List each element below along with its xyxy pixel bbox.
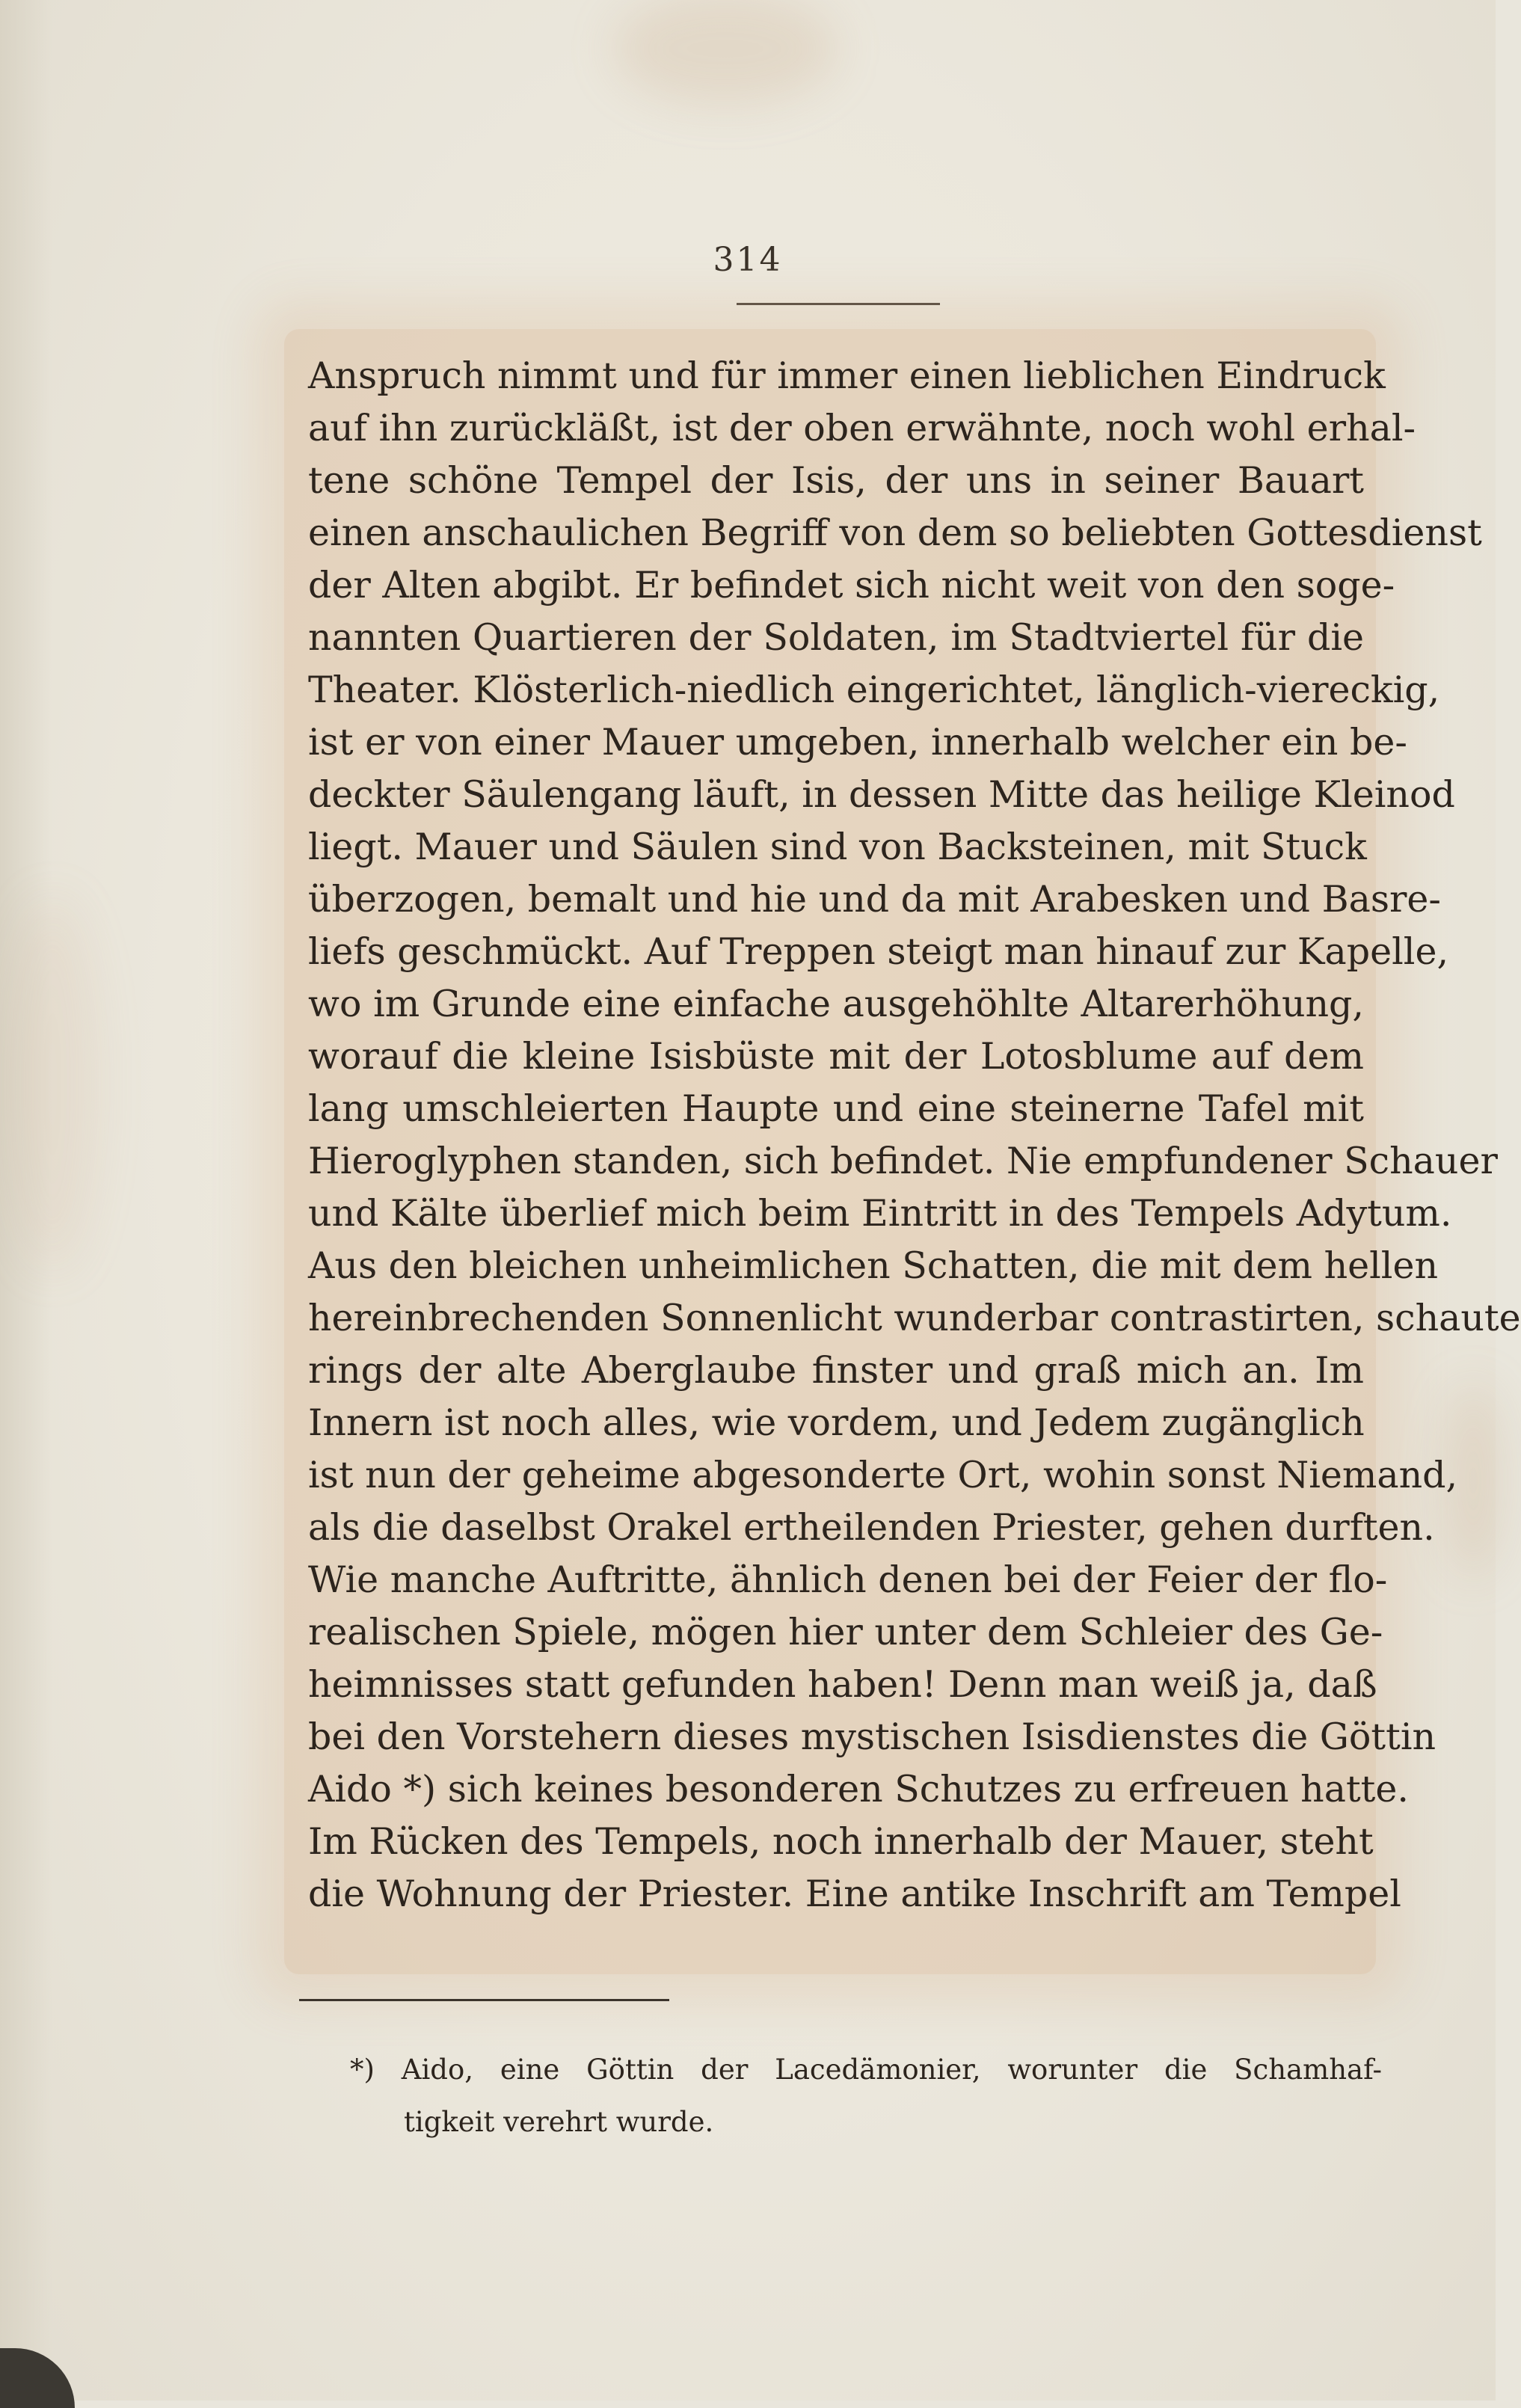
- text-line-24: Wie manche Auftritte, ähnlich denen bei der Feier der flo-: [308, 1558, 1388, 1601]
- text-line-23: als die daselbst Orakel ertheilenden Priester, gehen durften.: [308, 1506, 1435, 1549]
- text-line-3: tene schöne Tempel der Isis, der uns in seiner Bauart: [308, 459, 1364, 502]
- text-line-20: rings der alte Aberglaube finster und graß mich an. Im: [308, 1349, 1364, 1392]
- text-line-9: deckter Säulengang läuft, in dessen Mitte das heilige Kleinod: [308, 773, 1455, 816]
- text-line-22: ist nun der geheime abgesonderte Ort, wohin sonst Niemand,: [308, 1454, 1458, 1496]
- page-number: 314: [713, 241, 783, 279]
- text-line-4: einen anschaulichen Begriff von dem so beliebten Gottesdienst: [308, 512, 1482, 554]
- text-line-21: Innern ist noch alles, wie vordem, und Jedem zugänglich: [308, 1401, 1365, 1444]
- paper-stain-left: [7, 897, 97, 1271]
- text-line-2: auf ihn zurückläßt, ist der oben erwähnte, noch wohl erhal-: [308, 407, 1416, 449]
- paper-stain-top: [613, 0, 838, 105]
- text-line-17: und Kälte überlief mich beim Eintritt in des Tempels Adytum.: [308, 1192, 1452, 1235]
- footnote-line-1: *) Aido, eine Göttin der Lacedämonier, worunter die Schamhaf-: [350, 2054, 1382, 2086]
- text-line-25: realischen Spiele, mögen hier unter dem Schleier des Ge-: [308, 1611, 1383, 1653]
- text-line-8: ist er von einer Mauer umgeben, innerhalb welcher ein be-: [308, 721, 1407, 764]
- text-line-6: nannten Quartieren der Soldaten, im Stadtviertel für die: [308, 616, 1364, 659]
- text-line-27: bei den Vorstehern dieses mystischen Isisdienstes die Göttin: [308, 1716, 1436, 1758]
- text-line-18: Aus den bleichen unheimlichen Schatten, die mit dem hellen: [308, 1244, 1439, 1287]
- text-line-16: Hieroglyphen standen, sich befindet. Nie empfundener Schauer: [308, 1140, 1498, 1182]
- scanner-corner: [0, 2348, 75, 2408]
- text-line-14: worauf die kleine Isisbüste mit der Lotosblume auf dem: [308, 1035, 1364, 1078]
- text-line-13: wo im Grunde eine einfache ausgehöhlte Altarerhöhung,: [308, 983, 1364, 1025]
- text-line-29: Im Rücken des Tempels, noch innerhalb der Mauer, steht: [308, 1820, 1374, 1863]
- header-rule: [737, 303, 940, 305]
- text-line-5: der Alten abgibt. Er befindet sich nicht weit von den soge-: [308, 564, 1395, 606]
- text-line-12: liefs geschmückt. Auf Treppen steigt man hinauf zur Kapelle,: [308, 930, 1449, 973]
- text-line-11: überzogen, bemalt und hie und da mit Arabesken und Basre-: [308, 878, 1441, 921]
- text-line-30: die Wohnung der Priester. Eine antike Inschrift am Tempel: [308, 1873, 1401, 1915]
- text-line-1: Anspruch nimmt und für immer einen lieblichen Eindruck: [308, 354, 1386, 397]
- text-line-28: Aido *) sich keines besonderen Schutzes zu erfreuen hatte.: [308, 1768, 1409, 1810]
- text-line-26: heimnisses statt gefunden haben! Denn man weiß ja, daß: [308, 1663, 1377, 1706]
- footnote-line-2: tigkeit verehrt wurde.: [404, 2106, 714, 2138]
- text-line-7: Theater. Klösterlich-niedlich eingerichtet, länglich-viereckig,: [308, 669, 1440, 711]
- text-line-19: hereinbrechenden Sonnenlicht wunderbar contrastirten, schaute: [308, 1297, 1521, 1339]
- text-line-15: lang umschleierten Haupte und eine steinerne Tafel mit: [308, 1087, 1364, 1130]
- text-line-10: liegt. Mauer und Säulen sind von Backsteinen, mit Stuck: [308, 826, 1367, 868]
- footnote-rule: [299, 1999, 669, 2001]
